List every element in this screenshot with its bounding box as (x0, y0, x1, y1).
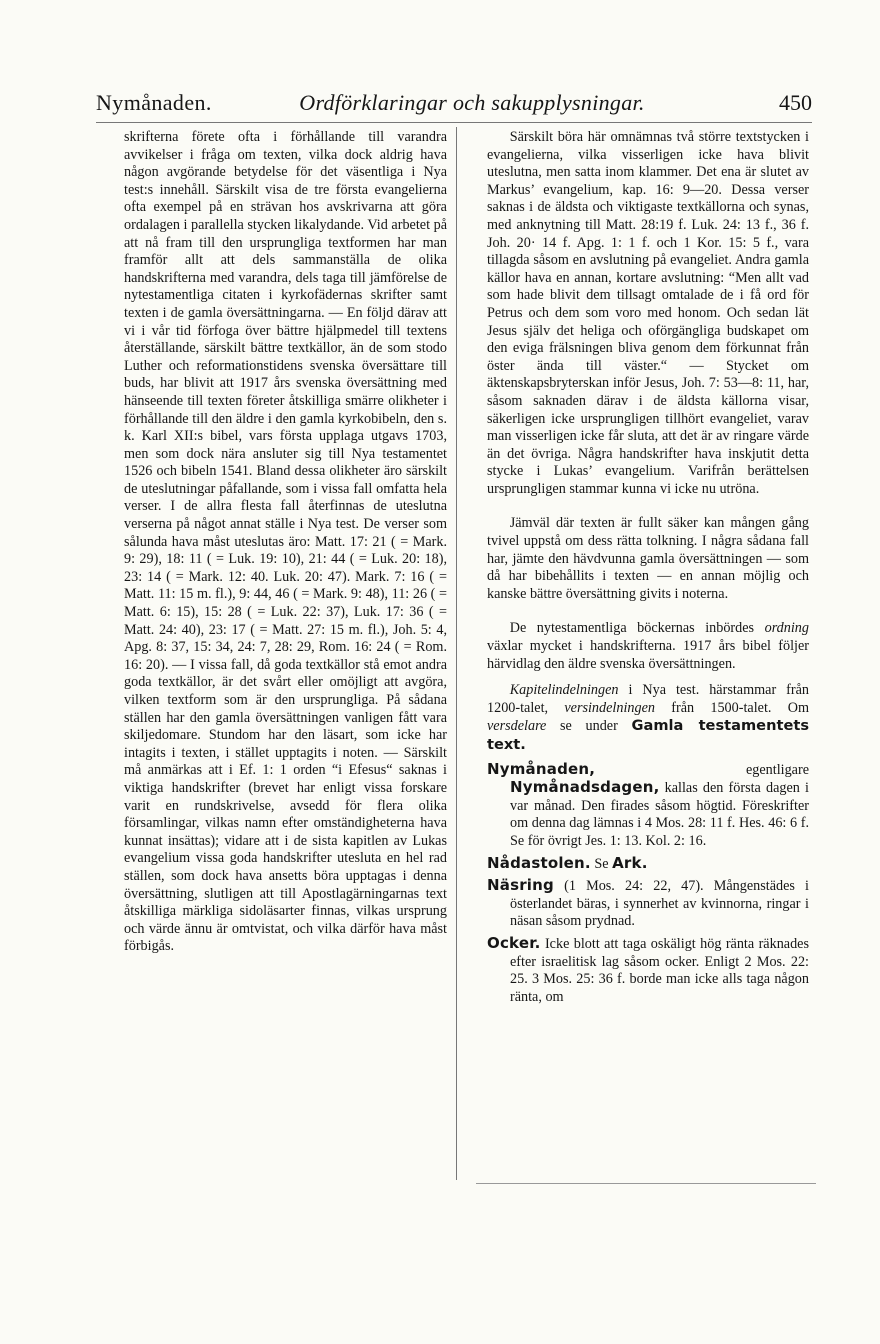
bottom-rule (476, 1183, 816, 1184)
right-column-body (487, 129, 809, 755)
header-book-part-title: Ordförklaringar och sakupplysningar. (299, 90, 645, 115)
column-divider (456, 127, 457, 1180)
running-header (96, 88, 812, 118)
entry-headword: Ocker. (487, 933, 541, 952)
page-number: 450 (779, 90, 812, 115)
paragraph-translation-notes: Jämväl där texten är fullt säker kan mången gång tvivel uppstå om dess rätta tolkning. I några sådana fall har, jämte den hävdvunna gamla översättningen — som då har bibehållits i texten — en annan möjlig och kanske bättre översättning givits i noterna. (487, 515, 809, 602)
entry-headword: Nymånaden, (487, 759, 596, 778)
entry-cross-reference: Ark. (612, 853, 648, 872)
header-rule (96, 122, 812, 123)
dictionary-entry: Näsring (1 Mos. 24: 22, 47). Mångenstädes i österlandet bäras, i synnerhet av kvinnorna, ringar i näsan såsom prydnad. (487, 876, 809, 930)
cross-reference-link: Gamla testamentets text. (487, 717, 810, 753)
dictionary-entry: Ocker. Icke blott att taga oskäligt hög ränta räknades efter israelitisk lag såsom ocker. Enligt 2 Mos. 22: 25. 3 Mos. 25: 36 f. borde man icke alls taga någon ränta, om (487, 933, 809, 1005)
entry-alt-headword: Nymånadsdagen, (510, 778, 660, 797)
entry-headword: Nådastolen. (487, 853, 591, 872)
paragraph-textual-passages: Särskilt böra här omnämnas två större textstycken i evangelierna, vilka visserligen icke hava blivit uteslutna, men satta inom klammer. Det ena är slutet av Markus’ evangelium, kap. 16: 9—20. Dessa verser saknas i de äldsta och viktigaste textkällorna och synas, med anknytning till Matt. 28:19 f. Luk. 24: 13 f., 36 f. Joh. 20· 14 f. Apg. 1: 1 f. och 1 Kor. 15: 5 f., vara tillagda såsom en avslutning på evangeliet. Andra gamla källor hava en annan, kortare avslutning: “Men allt vad som hade blivit dem tillsagt omtalade de i få ord för Petrus och dem som voro med honom. Och sedan lät Jesus själv det heliga och oförgängliga budskapet om den eviga frälsningen bliva genom dem förkunnat från öster ända till väster.“ — Stycket om äktenskapsbryterskan inför Jesus, Joh. 7: 53—8: 11, har, såsom saknaden därav i de äldsta källorna visar, säkerligen icke ursprungligen tillhört evangeliet, varav man visserligen icke får sluta, att det är av ringare värde än det övriga. Några handskrifter hava inskjutit detta stycke i Lukas’ evangelium. Varifrån berättelsen ursprungligen stammar kunna vi icke nu utröna. (487, 129, 809, 497)
left-column-text: skrifterna förete ofta i förhållande till varandra avvikelser i fråga om texten, vilka dock aldrig hava någon avgörande betydelse för det väsentliga i Nya test:s innehåll. Särskilt visa de tre första evangelierna ofta exempel på en strävan hos avskrivarna att göra ordalagen i parallella stycken likalydande. Vid arbetet på att nå fram till den ursprungliga textformen har man framför allt att dels sammanställa de olika handskrifterna med varandra, dels taga till jämförelse de nytestamentliga citaten i kyrkofädernas skrifter samt texten i de gamla översättningarna. — En följd därav att vi i vår tid förfoga över bättre hjälpmedel till textens återställande, särskilt bättre textkällor, än de som stodo Luther och reformationstidens svenska översättare till buds, har blivit att 1917 års svenska översättning med hänseende till texten företer åtskilliga smärre olikheter i förhållande till den äldre i den gamla kyrkobibeln, den s. k. Karl XII:s bibel, vars första upplaga utgavs 1703, men som dock nära ansluter sig till Nya testamentet 1526 och bibeln 1541. Bland dessa olikheter äro särskilt de uteslutningar påfallande, som i vissa fall omfatta hela verser. I de allra flesta fall återfinnas de uteslutna verserna på något annat ställe i Nya test. De verser som sålunda hava måst uteslutas äro: Matt. 17: 21 ( = Mark. 9: 29), 18: 11 ( = Luk. 19: 10), 21: 44 ( = Luk. 20: 18), 23: 14 ( = Mark. 12: 40. Luk. 20: 47). Mark. 7: 16 ( = Matt. 11: 15 m. fl.), 9: 44, 46 ( = Mark. 9: 48), 11: 26 ( = Matt. 6: 15), 15: 28 ( = Luk. 22: 37), Luk. 17: 36 ( = Matt. 24: 40), 23: 17 ( = Matt. 27: 15 m. fl.), Joh. 5: 4, Apg. 8: 37, 15: 34, 24: 7, 28: 29, Rom. 16: 24 ( = Rom. 16: 20). — I vissa fall, då goda textkällor stå emot andra goda textkällor, är det svårt eller omöjligt att avgöra, vilken textform som är den ursprungliga. På sådana ställen har den gamla översättningen vanligen fått vara skiljedomare. Stundom har den läsart, som icke har intagits i texten, i stället upptagits i noten. — Särskilt må anmärkas att i Ef. 1: 1 orden “i Efesus“ saknas i viktiga handskrifter (brevet har enligt vissa forskare varit en rundskrivelse, avsedd för flera olika församlingar, vilkas namn efter omständigheterna hava kunnat insättas); vidare att i de sista kapitlen av Lukas evangelium vissa goda handskrifter utesluta en hel rad ställen, som dock hava ansetts böra upptagas i denna översättning, slutligen att till Apostlagärningarnas text åtskilliga märkliga sidoläsarter finnas, vilkas ursprung och värde ännu är omtvistat, och vilka därför hava måst förbigås. (124, 129, 447, 955)
header-section-title: Nymånaden. (96, 90, 212, 115)
entry-headword: Näsring (487, 876, 554, 895)
dictionary-entry: Nymånaden, egentligare Nymånadsdagen, kallas den första dagen i var månad. Den firades såsom högtid. Föreskrifter om denna dag lämnas i 4 Mos. 28: 11 f. Hes. 46: 6 f. Se för övrigt Jes. 1: 13. Kol. 2: 16. (487, 759, 809, 849)
paragraph-chapter-division: Kapitelindelningen i Nya test. härstammar från 1200-talet, versindelningen från 1500-talet. Om versdelare se under Gamla testamentets text. (487, 682, 810, 753)
left-column (124, 129, 447, 956)
paragraph-book-order: De nytestamentliga böckernas inbördes ordning växlar mycket i handskrifterna. 1917 års bibel följer härvidlag den äldre svenska översättningen. (487, 620, 809, 672)
dictionary-entry: Nådastolen. Se Ark. (487, 853, 648, 872)
right-column (487, 129, 809, 1010)
